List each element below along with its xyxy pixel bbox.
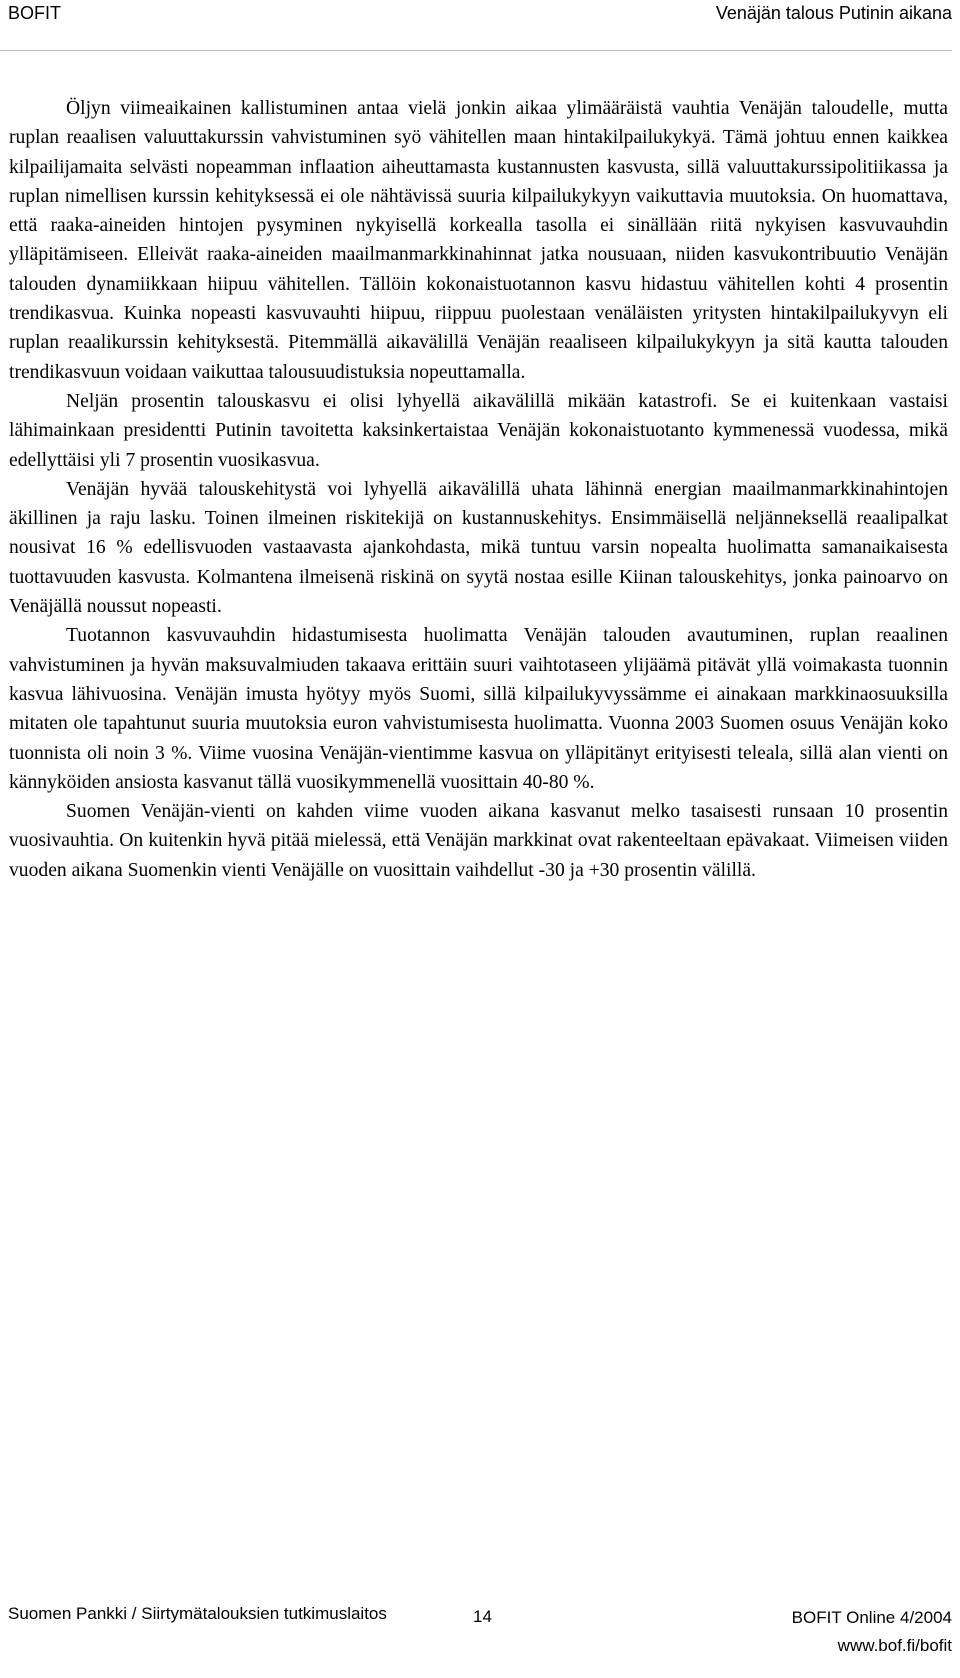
paragraph-3: Venäjän hyvää talouskehitystä voi lyhyellä aikavälillä uhata lähinnä energian maailmanmarkkinahintojen äkillinen ja raju lasku. Toinen ilmeinen riskitekijä on kustannuskehitys. Ensimmäisellä neljänneksellä reaalipalkat nousivat 16 % edellisvuoden vastaavasta ajankohdasta, mikä tuntuu varsin nopealta huolimatta samanaikaisesta tuottavuuden kasvusta. Kolmantena ilmeisenä riskinä on syytä nostaa esille Kiinan talouskehitys, jonka painoarvo on Venäjällä noussut nopeasti. (9, 478, 948, 618)
page-number: 14 (473, 1607, 492, 1626)
footer-institution: Suomen Pankki / Siirtymätalouksien tutkimuslaitos (8, 1604, 387, 1623)
footer-series: BOFIT Online 4/2004 (791, 1608, 952, 1627)
page-header (0, 0, 960, 44)
paragraph-1: Öljyn viimeaikainen kallistuminen antaa vielä jonkin aikaa ylimääräistä vauhtia Venäjän taloudelle, mutta ruplan reaalisen valuuttakurssin vahvistuminen syö vähitellen maan hintakilpailukykyä. Tämä johtuu ennen kaikkea kilpailijamaita selvästi nopeamman inflaation aiheuttamasta kustannusten kasvusta, sillä valuuttakurssipolitiikassa ja ruplan nimellisen kurssin kehityksessä ei ole nähtävissä suuria kilpailukykyyn vaikuttavia muutoksia. On huomattava, että raaka-aineiden hintojen pysyminen nykyisellä korkealla tasolla ei sinällään riitä nykyisen kasvuvauhdin ylläpitämiseen. Elleivät raaka-aineiden maailmanmarkkinahinnat jatka nousuaan, niiden kasvukontribuutio Venäjän talouden dynamiikkaan hiipuu vähitellen. Tällöin kokonaistuotannon kasvu hidastuu vähitellen kohti 4 prosentin trendikasvua. Kuinka nopeasti kasvuvauhti hiipuu, riippuu puolestaan venäläisten yritysten hintakilpailukyvyn eli ruplan reaalikurssin kehityksestä. Pitemmällä aikavälillä Venäjän reaaliseen kilpailukykyyn ja sitä kautta talouden trendikasvuun voidaan vaikuttaa talousuudistuksia nopeuttamalla. (9, 98, 948, 383)
document-body (9, 94, 948, 885)
header-org: BOFIT (8, 3, 61, 23)
header-divider (0, 50, 952, 51)
footer-publication (792, 1604, 952, 1660)
paragraph-4: Tuotannon kasvuvauhdin hidastumisesta huolimatta Venäjän talouden avautuminen, ruplan reaalinen vahvistuminen ja hyvän maksuvalmiuden takaava erittäin suuri vaihtotaseen ylijäämä pitävät yllä voimakasta tuonnin kasvua lähivuosina. Venäjän imusta hyötyy myös Suomi, sillä kilpailukyvyssämme ei ainakaan markkinaosuuksilla mitaten ole tapahtunut suuria muutoksia euron vahvistumisesta huolimatta. Vuonna 2003 Suomen osuus Venäjän koko tuonnista oli noin 3 %. Viime vuosina Venäjän-vientimme kasvua on ylläpitänyt erityisesti teleala, sillä alan vienti on kännyköiden ansiosta kasvanut tällä vuosikymmenellä vuosittain 40-80 %. (9, 625, 948, 793)
footer-url[interactable]: www.bof.fi/bofit (837, 1636, 952, 1655)
paragraph-2: Neljän prosentin talouskasvu ei olisi lyhyellä aikavälillä mikään katastrofi. Se ei kuitenkaan vastaisi lähimainkaan presidentti Putinin tavoitetta kaksinkertaistaa Venäjän kokonaistuotanto kymmenessä vuodessa, mikä edellyttäisi yli 7 prosentin vuosikasvua. (9, 390, 948, 471)
paragraph-5: Suomen Venäjän-vienti on kahden viime vuoden aikana kasvanut melko tasaisesti runsaan 10 prosentin vuosivauhtia. On kuitenkin hyvä pitää mielessä, että Venäjän markkinat ovat rakenteeltaan epävakaat. Viimeisen viiden vuoden aikana Suomenkin vienti Venäjälle on vuosittain vaihdellut -30 ja +30 prosentin välillä. (9, 801, 948, 881)
header-title: Venäjän talous Putinin aikana (715, 3, 952, 23)
